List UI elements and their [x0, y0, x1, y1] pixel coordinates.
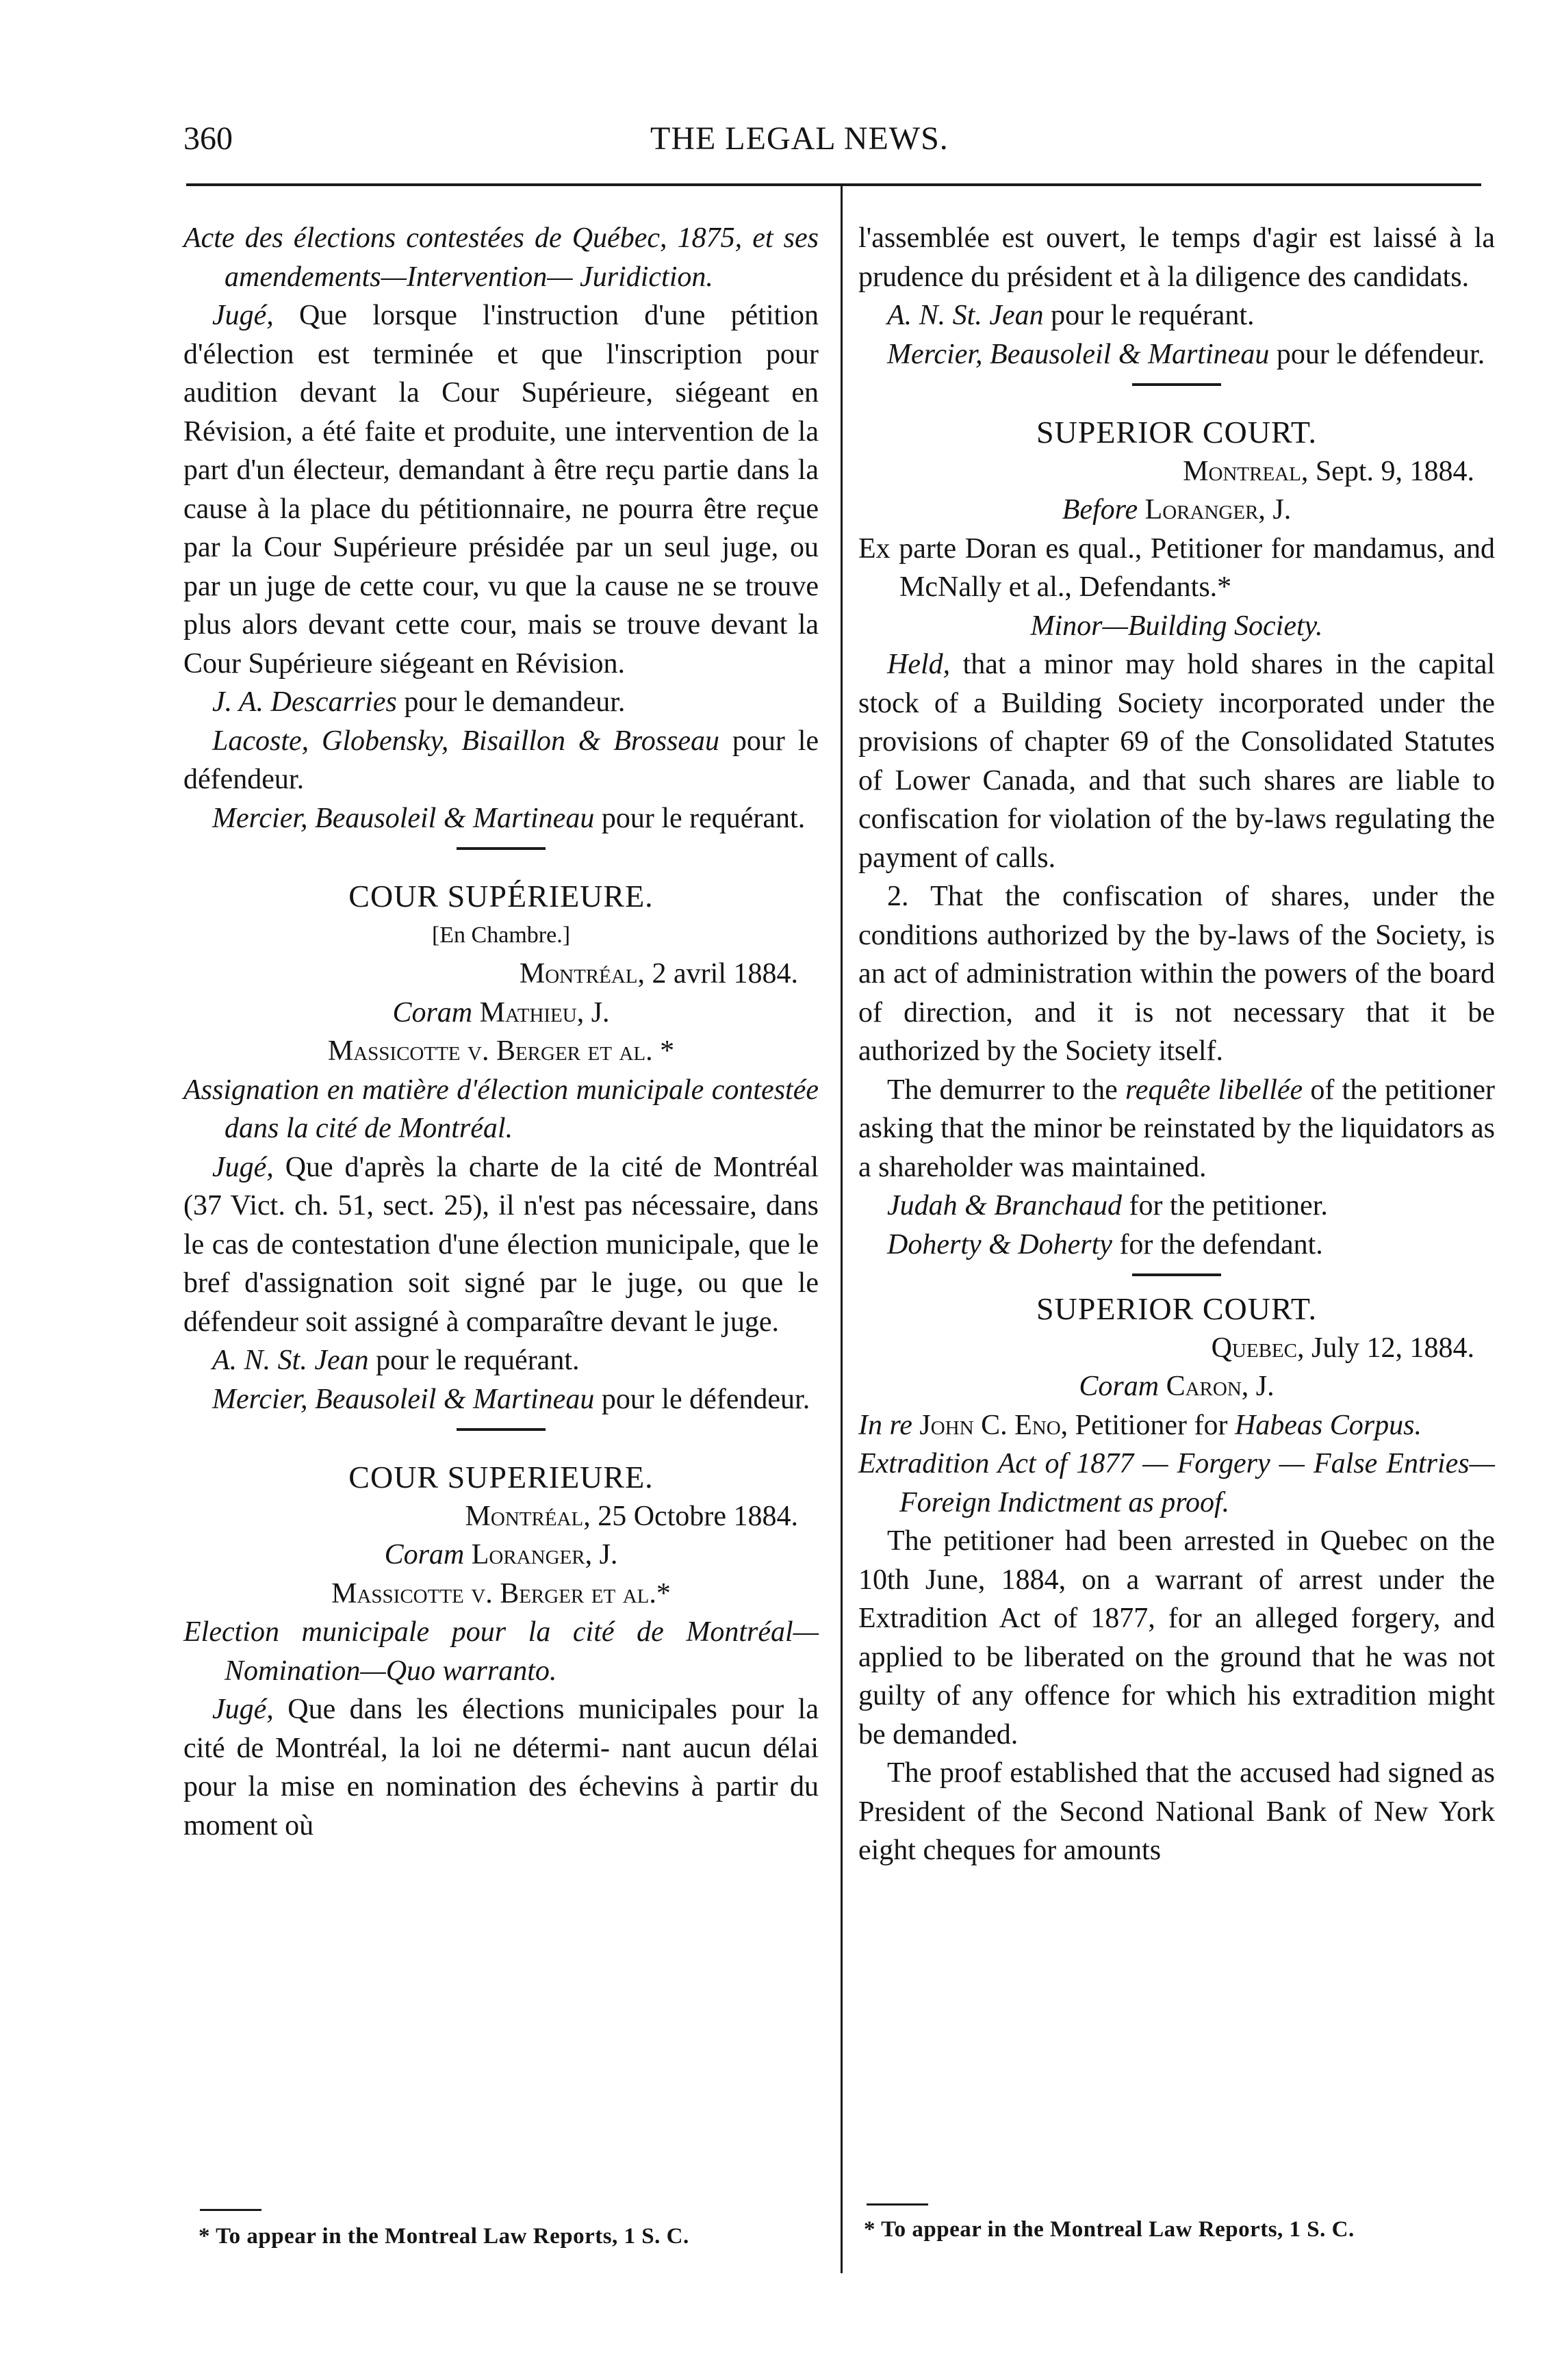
section-rule	[1132, 383, 1221, 386]
counsel-line	[183, 1380, 819, 1419]
body-paragraph: The petitioner had been arrested in Quebec on the 10th June, 1884, on a warrant of arrest under the Extradition Act of 1877, for an alleged forgery, and applied to be liberated on the ground that he was not guilty of any offence for which his extradition might be demanded.	[858, 1525, 1495, 1750]
parties-pre: In re	[858, 1409, 912, 1441]
counsel-line	[183, 1341, 819, 1380]
counsel-line	[183, 722, 819, 799]
place-date	[858, 1329, 1495, 1368]
footnote: * To appear in the Montreal Law Reports, 1 S. C.	[864, 2217, 1355, 2242]
date: 2 avril 1884.	[652, 958, 798, 989]
counsel-role: for the petitioner.	[1129, 1190, 1328, 1221]
coram-line	[183, 994, 819, 1033]
held-paragraph	[858, 645, 1495, 877]
demurrer-paragraph	[858, 1071, 1495, 1187]
counsel-name: Mercier, Beausoleil & Martineau	[212, 802, 595, 834]
counsel-role: pour le requérant.	[1051, 300, 1255, 331]
counsel-name: Judah & Branchaud	[887, 1190, 1122, 1221]
case-heading: Extradition Act of 1877 — Forgery — False Entries—Foreign Indictment as proof.	[858, 1448, 1495, 1518]
place-date	[858, 452, 1495, 491]
counsel-role: for the defendant.	[1119, 1228, 1323, 1260]
court-heading: COUR SUPÉRIEURE.	[348, 879, 654, 914]
before-line	[858, 491, 1495, 530]
date: July 12, 1884.	[1311, 1332, 1474, 1364]
held-paragraph	[183, 1148, 819, 1342]
coram-line	[183, 1536, 819, 1575]
parties-name: John C. Eno,	[919, 1409, 1068, 1441]
coram-label: Coram	[392, 996, 473, 1029]
held-paragraph	[183, 1690, 819, 1845]
body-paragraph: The proof established that the accused had signed as President of the Second National Bank of New York eight cheques for amounts	[858, 1757, 1495, 1866]
counsel-name: Mercier, Beausoleil & Martineau	[212, 1383, 595, 1415]
journal-title: THE LEGAL NEWS.	[650, 120, 949, 157]
counsel-role: pour le requérant.	[601, 802, 806, 834]
parties: Massicotte v. Berger et al.*	[331, 1577, 671, 1609]
footnote-rule	[867, 2203, 928, 2206]
counsel-name: Mercier, Beausoleil & Martineau	[887, 338, 1270, 370]
place: Montréal,	[465, 1500, 591, 1532]
coram-line	[858, 1367, 1495, 1406]
held-paragraph	[183, 296, 819, 683]
judge: Mathieu, J.	[479, 996, 610, 1029]
date: Sept. 9, 1884.	[1315, 455, 1474, 487]
place: Montréal,	[519, 958, 645, 989]
parties	[858, 1406, 1495, 1445]
continued-paragraph: l'assemblée est ouvert, le temps d'agir est laissé à la prudence du président et à la diligence des candidats.	[858, 222, 1495, 293]
parties-mid: Petitioner for	[1075, 1409, 1228, 1441]
court-heading: COUR SUPERIEURE.	[348, 1460, 654, 1495]
judge: Loranger, J.	[471, 1539, 618, 1570]
counsel-role: pour le défendeur.	[183, 725, 819, 795]
demurrer-italic: requête libellée	[1125, 1074, 1303, 1106]
counsel-name: J. A. Descarries	[212, 686, 397, 718]
place-date	[183, 955, 819, 994]
column-divider	[841, 186, 843, 2273]
section-rule	[457, 1428, 546, 1431]
counsel-line	[858, 335, 1495, 374]
counsel-name: Doherty & Doherty	[887, 1228, 1112, 1260]
court-heading: SUPERIOR COURT.	[1036, 415, 1318, 450]
place: Quebec,	[1211, 1332, 1305, 1364]
header-rule	[186, 183, 1481, 186]
date: 25 Octobre 1884.	[598, 1500, 798, 1532]
judge: Loranger, J.	[1144, 494, 1292, 526]
case-heading: Minor—Building Society.	[1030, 610, 1323, 642]
demurrer-pre: The demurrer to the	[887, 1074, 1118, 1106]
counsel-role: pour le demandeur.	[404, 686, 626, 718]
section-rule	[457, 847, 546, 850]
held-text: that a minor may hold shares in the capital stock of a Building Society incorporated under the provisions of chapter 69 of the Consolidated Statutes of Lower Canada, and that such shares are liable to confiscation for violation of the by-laws regulating the payment of calls.	[858, 649, 1496, 874]
place-date	[183, 1497, 819, 1536]
right-column	[858, 219, 1495, 1870]
before-label: Before	[1062, 494, 1138, 526]
held-text: Que lorsque l'instruction d'une pétition d'élection est terminée et que l'inscription pour audition devant la Cour Supérieure, siégeant en Révision, a été faite et produite, une intervention de la part d'un électeur, demandant à être reçu partie dans la cause à la place du pétitionnaire, ne pourra être reçue par la Cour Supérieure présidée par un seul juge, ou par un juge de cette cour, vu que la cause ne se trouve plus alors devant cette cour, mais se trouve devant la Cour Supérieure siégeant en Révision.	[183, 300, 819, 680]
footnote: * To appear in the Montreal Law Reports, 1 S. C.	[199, 2224, 689, 2249]
case-heading: Election municipale pour la cité de Montréal— Nomination—Quo warranto.	[183, 1616, 819, 1687]
counsel-role: pour le défendeur.	[1276, 338, 1485, 370]
case-heading: Acte des élections contestées de Québec, 1875, et ses amendements—Intervention— Juridiction.	[183, 222, 819, 293]
left-column	[183, 219, 819, 1845]
place: Montreal,	[1183, 455, 1309, 487]
held-label: Jugé,	[212, 1694, 274, 1725]
demurrer-post: of the petitioner asking that the minor be reinstated by the liquidators as a shareholder was maintained.	[858, 1074, 1496, 1183]
footnote-rule	[200, 2209, 261, 2211]
held-label: Held,	[887, 649, 951, 680]
counsel-line	[858, 1187, 1495, 1226]
case-heading: Assignation en matière d'élection municipale contestée dans la cité de Montréal.	[183, 1074, 819, 1144]
section-rule	[1132, 1273, 1221, 1276]
counsel-line	[858, 296, 1495, 335]
point-paragraph: 2. That the confiscation of shares, under the conditions authorized by the by-laws of the Society, is an act of administration within the powers of the board of direction, and it is not necessary that it be authorized by the Society itself.	[858, 881, 1495, 1067]
counsel-role: pour le défendeur.	[601, 1383, 810, 1415]
page-header	[183, 120, 1484, 161]
court-heading: SUPERIOR COURT.	[1036, 1291, 1318, 1326]
chamber-note: [En Chambre.]	[431, 922, 571, 948]
parties: Massicotte v. Berger et al. *	[327, 1035, 675, 1067]
counsel-name: Lacoste, Globensky, Bisaillon & Brosseau	[212, 725, 720, 757]
counsel-line	[858, 1226, 1495, 1265]
coram-label: Coram	[1079, 1371, 1160, 1402]
counsel-role: pour le requérant.	[376, 1345, 580, 1376]
judge: Caron, J.	[1166, 1371, 1275, 1402]
held-label: Jugé,	[212, 1151, 274, 1183]
parties: Ex parte Doran es qual., Petitioner for mandamus, and McNally et al., Defendants.*	[858, 532, 1495, 603]
page-number: 360	[183, 120, 233, 157]
held-text: Que dans les élections municipales pour la cité de Montréal, la loi ne détermi- nant aucun délai pour la mise en nomination des échevins à partir du moment où	[183, 1694, 819, 1841]
coram-label: Coram	[384, 1539, 465, 1570]
held-label: Jugé,	[212, 300, 274, 331]
counsel-line	[183, 799, 819, 838]
counsel-name: A. N. St. Jean	[887, 300, 1044, 331]
held-text: Que d'après la charte de la cité de Montréal (37 Vict. ch. 51, sect. 25), il n'est pas nécessaire, dans le cas de contestation d'une élection municipale, que le bref d'assignation soit signé par le juge, ou que le défendeur soit assigné à comparaître devant le juge.	[183, 1151, 819, 1338]
counsel-line	[183, 683, 819, 722]
parties-italic: Habeas Corpus.	[1234, 1409, 1422, 1441]
counsel-name: A. N. St. Jean	[212, 1345, 369, 1376]
